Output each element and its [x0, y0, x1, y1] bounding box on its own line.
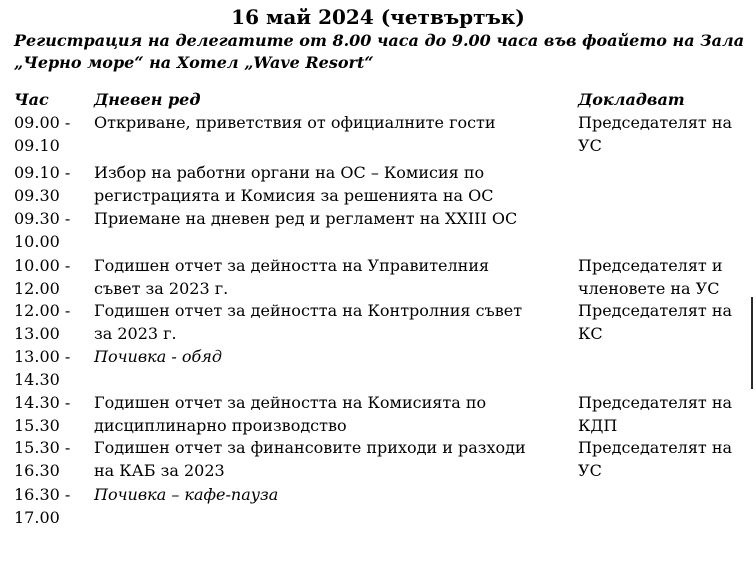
- row-reporter: [578, 111, 748, 157]
- time-line: 09.00 -: [14, 113, 71, 132]
- time-line: 16.30 -: [14, 485, 71, 504]
- time-line: 10.00: [14, 232, 60, 251]
- agenda-line: съвет за 2023 г.: [94, 279, 229, 298]
- row-time: [14, 161, 86, 207]
- reporter-line: Председателят на: [578, 113, 733, 132]
- header-reporter: Докладват: [578, 90, 685, 109]
- row-agenda: [94, 111, 566, 134]
- agenda-line: Откриване, приветствия от официалните гости: [94, 113, 496, 132]
- row-agenda: [94, 436, 566, 482]
- reporter-line: Председателят и: [578, 256, 723, 275]
- row-time: [14, 345, 86, 391]
- reporter-line: УС: [578, 136, 602, 155]
- time-line: 09.30: [14, 186, 60, 205]
- time-line: 09.30 -: [14, 209, 71, 228]
- agenda-line: Годишен отчет за финансовите приходи и разходи: [94, 438, 526, 457]
- time-line: 12.00: [14, 279, 60, 298]
- agenda-line: Годишен отчет за дейността на Контролния съвет: [94, 301, 523, 320]
- agenda-line: дисциплинарно производство: [94, 416, 347, 435]
- agenda-line: за 2023 г.: [94, 324, 177, 343]
- time-line: 09.10 -: [14, 163, 71, 182]
- agenda-line: на КАБ за 2023: [94, 461, 225, 480]
- agenda-line: Приемане на дневен ред и регламент на XXIII ОС: [94, 209, 518, 228]
- reporter-line: членовете на УС: [578, 279, 720, 298]
- agenda-line: Почивка - обяд: [94, 347, 222, 366]
- registration-note-line-1: Регистрация на делегатите от 8.00 часа до 9.00 часа във фоайето на Зала: [14, 31, 745, 50]
- time-line: 14.30 -: [14, 393, 71, 412]
- row-time: [14, 111, 86, 157]
- row-agenda: [94, 254, 566, 300]
- time-line: 13.00 -: [14, 347, 71, 366]
- reporter-line: Председателят на: [578, 301, 733, 320]
- row-time: [14, 207, 86, 253]
- header-agenda: Дневен ред: [94, 90, 201, 109]
- row-agenda: [94, 299, 566, 345]
- registration-note-line-2: „Черно море“ на Хотел „Wave Resort“: [14, 53, 374, 72]
- time-line: 15.30: [14, 416, 60, 435]
- agenda-line: Годишен отчет за дейността на Управителния: [94, 256, 490, 275]
- row-reporter: [578, 254, 748, 300]
- time-line: 10.00 -: [14, 256, 71, 275]
- header-time: Час: [14, 90, 49, 109]
- row-reporter: [578, 299, 748, 345]
- time-line: 09.10: [14, 136, 60, 155]
- time-line: 16.30: [14, 461, 60, 480]
- row-time: [14, 254, 86, 300]
- row-agenda: [94, 345, 566, 368]
- time-line: 12.00 -: [14, 301, 71, 320]
- row-time: [14, 436, 86, 482]
- reporter-line: КС: [578, 324, 603, 343]
- reporter-line: КДП: [578, 416, 618, 435]
- row-agenda: [94, 391, 566, 437]
- reporter-line: Председателят на: [578, 438, 733, 457]
- time-line: 15.30 -: [14, 438, 71, 457]
- time-line: 17.00: [14, 508, 60, 527]
- time-line: 13.00: [14, 324, 60, 343]
- row-reporter: [578, 391, 748, 437]
- row-agenda: [94, 161, 566, 207]
- scrollbar[interactable]: [751, 297, 753, 389]
- agenda-line: регистрацията и Комисия за решенията на ОС: [94, 186, 494, 205]
- agenda-line: Избор на работни органи на ОС – Комисия по: [94, 163, 485, 182]
- reporter-line: УС: [578, 461, 602, 480]
- registration-note: [14, 30, 744, 74]
- row-reporter: [578, 436, 748, 482]
- reporter-line: Председателят на: [578, 393, 733, 412]
- time-line: 14.30: [14, 370, 60, 389]
- row-time: [14, 299, 86, 345]
- page-title: 16 май 2024 (четвъртък): [231, 5, 525, 29]
- row-time: [14, 391, 86, 437]
- agenda-line: Почивка – кафе-пауза: [94, 485, 279, 504]
- row-agenda: [94, 483, 566, 506]
- row-time: [14, 483, 86, 529]
- agenda-line: Годишен отчет за дейността на Комисията по: [94, 393, 487, 412]
- row-agenda: [94, 207, 566, 230]
